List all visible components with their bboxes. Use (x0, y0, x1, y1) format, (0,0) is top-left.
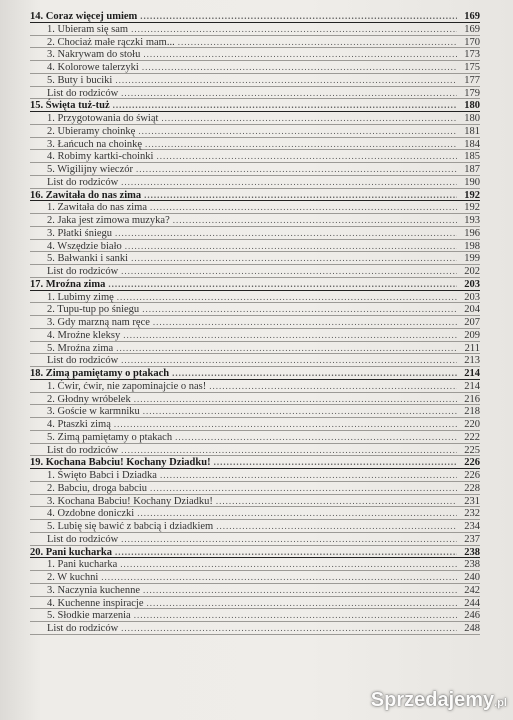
toc-entry-title: 4. Mroźne kleksy (47, 329, 121, 341)
toc-section-row (30, 456, 480, 469)
toc-entry-title: 2. Babciu, droga babciu (47, 482, 148, 494)
toc-entry-title: 5. Zimą pamiętamy o ptakach (47, 431, 173, 443)
toc-entry-row (30, 405, 480, 418)
toc-entry-row (30, 418, 480, 431)
toc-entry-title: 2. W kuchni (47, 572, 99, 583)
toc-page-number: 214 (464, 368, 480, 379)
dot-leader (172, 367, 457, 380)
watermark-tld: .pl (494, 697, 507, 709)
toc-entry-title: 1. Przygotowania do świąt (47, 113, 159, 124)
toc-entry-row (30, 482, 480, 495)
toc-entry-title: 1. Pani kucharka (47, 559, 118, 571)
dot-leader (161, 112, 457, 125)
toc-entry-title: 1. Ćwir, ćwir, nie zapominajcie o nas! (47, 380, 207, 392)
dot-leader (115, 227, 457, 240)
toc-page-number: 202 (464, 266, 480, 277)
dot-leader (156, 150, 457, 163)
toc-page-number: 226 (464, 457, 480, 469)
toc-section-row (30, 367, 480, 380)
toc-entry-row (30, 584, 480, 597)
toc-section-row (30, 546, 480, 559)
toc-page-number: 181 (464, 125, 480, 137)
toc-page-number: 192 (464, 189, 480, 201)
toc-entry-title: 1. Ubieram się sam (47, 23, 129, 35)
dot-leader (116, 342, 457, 355)
toc-page-number: 180 (464, 100, 480, 112)
toc-page-number: 192 (464, 202, 480, 214)
toc-entry-title: List do rodziców (47, 87, 119, 99)
dot-leader (144, 189, 457, 202)
toc-entry-title: 15. Święta tuż-tuż (30, 100, 110, 112)
dot-leader (136, 163, 457, 176)
toc-entry-row (30, 329, 480, 342)
dot-leader (113, 99, 457, 112)
dot-leader (175, 431, 457, 444)
dot-leader (137, 507, 457, 520)
toc-entry-title: List do rodziców (47, 623, 119, 634)
dot-leader (209, 380, 457, 393)
toc-entry-title: 5. Wigilijny wieczór (47, 164, 133, 175)
dot-leader (123, 329, 457, 342)
toc-entry-title: 2. Głodny wróbelek (47, 393, 131, 405)
toc-entry-title: 2. Chociaż małe rączki mam... (47, 36, 175, 48)
toc-entry-title: 5. Lubię się bawić z babcią i dziadkiem (47, 521, 214, 532)
dot-leader (125, 240, 457, 253)
toc-entry-row (30, 36, 480, 49)
toc-entry-row (30, 495, 480, 508)
dot-leader (108, 278, 457, 291)
toc-entry-row (30, 112, 480, 125)
toc-entry-row (30, 214, 480, 227)
toc-page-number: 196 (464, 227, 480, 239)
toc-entry-row (30, 74, 480, 87)
toc-entry-title: 4. Kolorowe talerzyki (47, 62, 139, 73)
toc-entry-title: 3. Nakrywam do stołu (47, 49, 141, 61)
toc-entry-title: 2. Jaka jest zimowa muzyka? (47, 215, 170, 226)
dot-leader (142, 61, 457, 74)
toc-page-number: 228 (464, 482, 480, 494)
toc-entry-row (30, 201, 480, 214)
toc-page-number: 209 (464, 329, 480, 341)
toc-entry-title: 5. Bałwanki i sanki (47, 253, 129, 265)
toc-entry-row (30, 507, 480, 520)
toc-page-number: 203 (464, 278, 480, 290)
toc-page-number: 214 (464, 380, 480, 392)
toc-page-number: 169 (464, 11, 480, 22)
toc-entry-row (30, 469, 480, 482)
toc-section-row (30, 99, 480, 112)
toc-entry-row (30, 150, 480, 163)
dot-leader (150, 482, 457, 495)
toc-entry-row (30, 252, 480, 265)
toc-page-number: 240 (464, 572, 480, 583)
toc-entry-row (30, 558, 480, 571)
dot-leader (115, 546, 457, 559)
toc-entry-title: 4. Robimy kartki-choinki (47, 151, 154, 163)
toc-entry-title: 1. Święto Babci i Dziadka (47, 470, 157, 481)
dot-leader (115, 74, 457, 87)
toc-entry-title: 3. Goście w karmniku (47, 406, 140, 418)
toc-entry-title: 3. Płatki śniegu (47, 227, 113, 239)
toc-entry-row (30, 520, 480, 533)
toc-entry-title: 3. Łańcuch na choinkę (47, 138, 143, 150)
toc-entry-title: 4. Wszędzie biało (47, 240, 122, 252)
toc-entry-row (30, 597, 480, 610)
toc-entry-row (30, 380, 480, 393)
toc-section-row (30, 278, 480, 291)
toc-page-number: 238 (464, 559, 480, 571)
toc-page-number: 204 (464, 304, 480, 316)
toc-entry-title: 4. Kuchenne inspiracje (47, 597, 144, 609)
dot-leader (134, 609, 457, 622)
toc-page-number: 193 (464, 215, 480, 226)
toc-page-number: 170 (464, 36, 480, 48)
toc-entry-title: List do rodziców (47, 355, 119, 367)
toc-page-number: 179 (464, 87, 480, 99)
toc-page-number: 232 (464, 508, 480, 520)
toc-page-number: 225 (464, 444, 480, 456)
dot-leader (143, 584, 457, 597)
dot-leader (216, 495, 457, 508)
toc-page-number: 190 (464, 176, 480, 188)
dot-leader (147, 597, 457, 610)
dot-leader (145, 138, 457, 151)
toc-entry-title: 5. Buty i buciki (47, 74, 113, 86)
toc-entry-title: 4. Ozdobne doniczki (47, 508, 135, 520)
dot-leader (121, 533, 457, 546)
toc-entry-title: 3. Kochana Babciu! Kochany Dziadku! (47, 495, 213, 507)
toc-page-number: 169 (464, 23, 480, 35)
toc-entry-row (30, 291, 480, 304)
toc-entry-row (30, 622, 480, 635)
toc-entry-row (30, 87, 480, 100)
dot-leader (153, 316, 457, 329)
dot-leader (214, 456, 457, 469)
toc-entry-row (30, 571, 480, 584)
dot-leader (131, 252, 457, 265)
toc-entry-row (30, 125, 480, 138)
toc-entry-title: 18. Zimą pamiętamy o ptakach (30, 368, 170, 379)
toc-page-number: 246 (464, 610, 480, 622)
toc-entry-row (30, 48, 480, 61)
dot-leader (143, 405, 457, 418)
toc-page-number: 198 (464, 240, 480, 252)
dot-leader (173, 214, 457, 227)
sprzedajemy-watermark (371, 689, 507, 712)
toc-page-number: 213 (464, 355, 480, 367)
toc-page-number: 216 (464, 393, 480, 405)
toc-page-number: 185 (464, 151, 480, 163)
dot-leader (143, 48, 457, 61)
toc-entry-title: 3. Naczynia kuchenne (47, 584, 140, 596)
toc-entry-title: 19. Kochana Babciu! Kochany Dziadku! (30, 457, 211, 469)
toc-page-number: 207 (464, 317, 480, 328)
toc-entry-title: List do rodziców (47, 533, 119, 545)
toc-page-number: 173 (464, 49, 480, 61)
toc-entry-row (30, 316, 480, 329)
toc-entry-row (30, 533, 480, 546)
dot-leader (114, 418, 457, 431)
dot-leader (142, 303, 457, 316)
toc-entry-title: List do rodziców (47, 266, 119, 277)
toc-entry-row (30, 265, 480, 278)
toc-page-number: 184 (464, 138, 480, 150)
toc-entry-row (30, 342, 480, 355)
toc-page-number: 187 (464, 164, 480, 175)
toc-entry-row (30, 444, 480, 457)
toc-page-number: 226 (464, 470, 480, 481)
dot-leader (150, 201, 457, 214)
toc-page-number: 244 (464, 597, 480, 609)
toc-entry-row (30, 23, 480, 36)
toc-page-number: 199 (464, 253, 480, 265)
toc-page-number: 220 (464, 419, 480, 430)
dot-leader (121, 444, 457, 457)
toc-entry-row (30, 609, 480, 622)
dot-leader (101, 571, 457, 584)
toc-page-number: 203 (464, 291, 480, 303)
dot-leader (120, 558, 457, 571)
toc-entry-title: List do rodziców (47, 176, 119, 188)
toc-entry-row (30, 176, 480, 189)
toc-section-row (30, 10, 480, 23)
toc-entry-title: 2. Ubieramy choinkę (47, 125, 136, 137)
toc-page-number: 218 (464, 406, 480, 418)
toc-page-number: 237 (464, 533, 480, 545)
dot-leader (138, 125, 457, 138)
toc-entry-title: List do rodziców (47, 444, 119, 456)
toc-entry-row (30, 163, 480, 176)
toc-entry-row (30, 393, 480, 406)
toc-entry-title: 14. Coraz więcej umiem (30, 11, 138, 22)
toc-entry-title: 1. Zawitała do nas zima (47, 202, 148, 214)
toc-page-number: 222 (464, 431, 480, 443)
toc-page-number: 242 (464, 584, 480, 596)
dot-leader (117, 291, 457, 304)
toc-entry-row (30, 227, 480, 240)
toc-page-number: 180 (464, 113, 480, 124)
toc-section-row (30, 189, 480, 202)
toc-entry-row (30, 138, 480, 151)
dot-leader (131, 23, 457, 36)
toc-entry-row (30, 354, 480, 367)
dot-leader (140, 10, 457, 23)
toc-page-number: 175 (464, 62, 480, 73)
toc-page-number: 211 (464, 342, 480, 354)
toc-entry-title: 2. Tupu-tup po śniegu (47, 304, 140, 316)
dot-leader (121, 87, 457, 100)
toc-entry-row (30, 240, 480, 253)
table-of-contents (30, 10, 480, 635)
toc-entry-row (30, 303, 480, 316)
dot-leader (216, 520, 457, 533)
toc-entry-title: 4. Ptaszki zimą (47, 419, 111, 430)
dot-leader (121, 354, 457, 367)
dot-leader (160, 469, 457, 482)
toc-page-number: 177 (464, 74, 480, 86)
dot-leader (121, 265, 457, 278)
toc-entry-title: 3. Gdy marzną nam ręce (47, 317, 150, 328)
toc-page-number: 234 (464, 521, 480, 532)
toc-page-number: 231 (464, 495, 480, 507)
toc-entry-title: 5. Słodkie marzenia (47, 610, 131, 622)
dot-leader (121, 176, 457, 189)
toc-entry-title: 5. Mroźna zima (47, 342, 114, 354)
dot-leader (121, 622, 457, 635)
toc-entry-title: 17. Mroźna zima (30, 278, 106, 290)
dot-leader (134, 393, 457, 406)
toc-entry-row (30, 61, 480, 74)
toc-entry-title: 20. Pani kucharka (30, 546, 112, 558)
dot-leader (178, 36, 457, 49)
toc-page-number: 248 (464, 623, 480, 634)
toc-entry-title: 1. Lubimy zimę (47, 291, 114, 303)
toc-page-number: 238 (464, 546, 480, 558)
watermark-name: Sprzedajemy (370, 689, 495, 711)
toc-entry-title: 16. Zawitała do nas zima (30, 189, 142, 201)
toc-entry-row (30, 431, 480, 444)
